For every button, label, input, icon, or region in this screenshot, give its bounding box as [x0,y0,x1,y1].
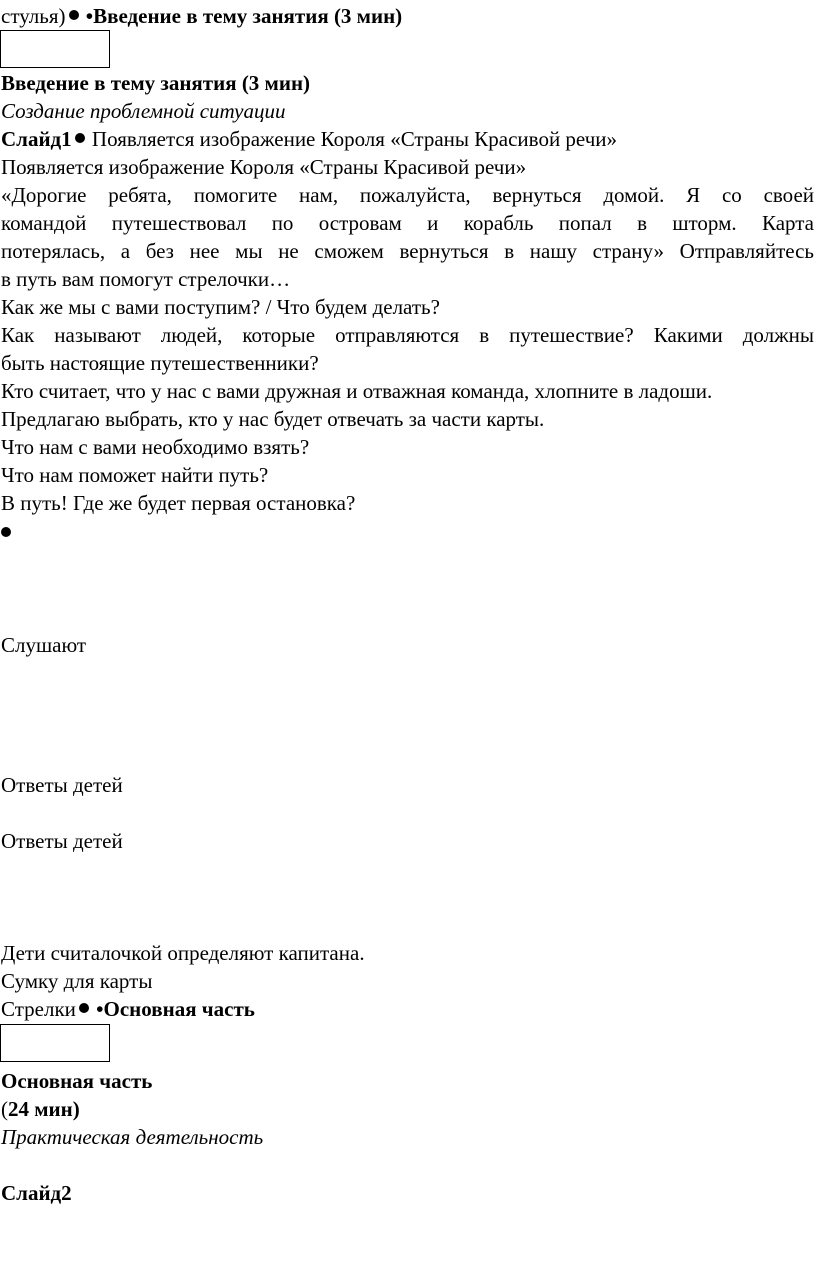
top-line [1,3,402,29]
response-answers-2: Ответы детей [1,829,123,853]
bullet-dot-icon [79,1003,89,1013]
arrows-line [1,996,255,1022]
question-4: Кто считает, что у нас с вами дружная и отважная команда, хлопните в ладоши. [1,379,713,403]
slide1-line [1,126,617,152]
section2-title: Основная часть [1,1069,153,1093]
question-5: Предлагаю выбрать, кто у нас будет отвечать за части карты. [1,407,545,431]
bullet-dot-icon [75,133,85,143]
paragraph-line-3: потерялась, а без нее мы не сможем вернуться в нашу страну» Отправляйтесь [1,239,814,263]
question-2: Как называют людей, которые отправляются в путешествие? Какими должны [1,323,814,347]
slide1-repeat-text: Появляется изображение Короля «Страны Красивой речи» [1,155,527,179]
slide1-label: Слайд1 [1,127,72,151]
paragraph-line-2: командой путешествовал по островам и корабль попал в шторм. Карта [1,211,814,235]
response-answers-1: Ответы детей [1,773,123,797]
response-listen: Слушают [1,633,87,657]
question-3: быть настоящие путешественники? [1,351,319,375]
empty-table-cell-2 [0,1024,110,1062]
response-bag: Сумку для карты [1,969,153,993]
top-section-title: Введение в тему занятия (3 мин) [93,4,403,28]
paragraph-line-1: «Дорогие ребята, помогите нам, пожалуйста, вернуться домой. Я со своей [1,183,814,207]
bullet-dot-icon [1,527,11,537]
lone-bullet [1,520,13,546]
top-prefix: стулья) [1,4,66,28]
question-8: В путь! Где же будет первая остановка? [1,491,356,515]
section1-title: Введение в тему занятия (3 мин) [1,71,311,95]
response-captain: Дети считалочкой определяют капитана. [1,941,365,965]
paragraph-line-4: в путь вам помогут стрелочки… [1,267,291,291]
section2-bullet: • [96,997,104,1021]
empty-table-cell-1 [0,30,110,68]
section1-subtitle: Создание проблемной ситуации [1,99,286,123]
top-bullet: • [85,4,94,28]
question-1: Как же мы с вами поступим? / Что будем делать? [1,295,440,319]
section2-subtitle: Практическая деятельность [1,1125,264,1149]
section2-inline-title: Основная часть [103,997,255,1021]
slide1-text: Появляется изображение Короля «Страны Красивой речи» [91,127,618,151]
slide2-label: Слайд2 [1,1181,72,1205]
question-6: Что нам с вами необходимо взять? [1,435,310,459]
duration-value: 24 мин) [8,1097,80,1121]
response-arrows: Стрелки [1,997,76,1021]
duration-paren: ( [1,1097,8,1121]
question-7: Что нам поможет найти путь? [1,463,269,487]
bullet-dot-icon [69,10,79,20]
section2-duration [1,1096,80,1122]
